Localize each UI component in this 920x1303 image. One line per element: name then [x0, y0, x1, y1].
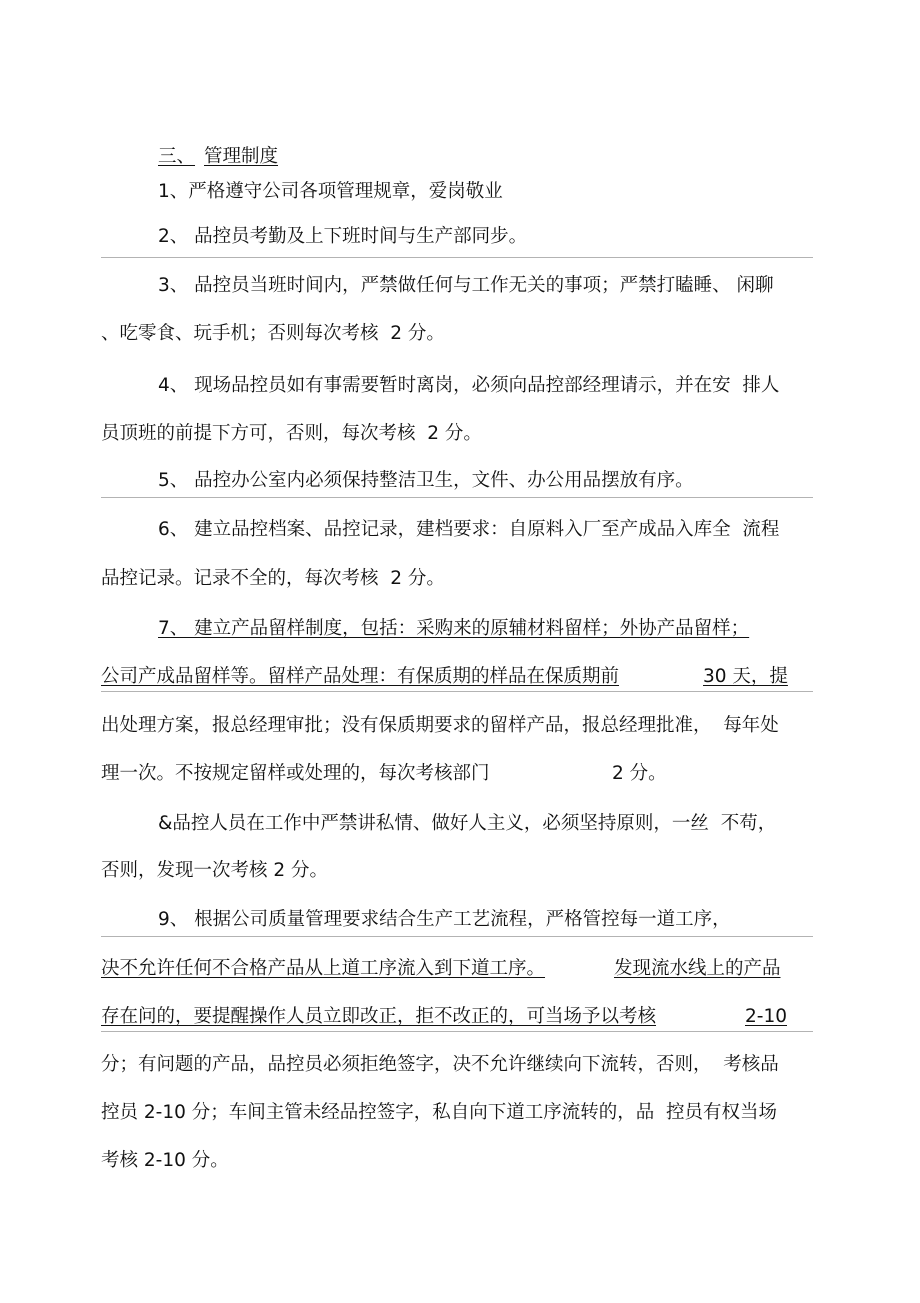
separator-line [101, 1031, 813, 1032]
rule-9-line-5: 控员 2-10 分；车间主管未经品控签字，私自向下道工序流转的，品 控员有权当场 [101, 1102, 778, 1123]
separator-line [101, 936, 813, 937]
rule-7-line-1: 7、 建立产品留样制度，包括：采购来的原辅材料留样；外协产品留样； [158, 618, 750, 639]
rule-9-line-4: 分；有问题的产品，品控员必须拒绝签字，决不允许继续向下流转，否则， 考核品 [101, 1054, 779, 1075]
rule-1: 1、严格遵守公司各项管理规章，爱岗敬业 [158, 181, 503, 202]
rule-4-line-1: 4、 现场品控员如有事需要暂时离岗，必须向品控部经理请示，并在安 排人 [158, 375, 780, 396]
section-title: 管理制度 [204, 146, 279, 167]
rule-3-line-1: 3、 品控员当班时间内，严禁做任何与工作无关的事项；严禁打瞌睡、 闲聊 [158, 275, 774, 296]
rule-9-line-3: 存在问的，要提醒操作人员立即改正，拒不改正的，可当场予以考核 [101, 1006, 657, 1027]
rule-2: 2、 品控员考勤及上下班时间与生产部同步。 [158, 226, 528, 247]
section-number: 三、 [158, 146, 196, 167]
rule-7-line-4: 理一次。不按规定留样或处理的，每次考核部门 [101, 763, 490, 784]
rule-7-line-2: 公司产成品留样等。留样产品处理：有保质期的样品在保质期前 [101, 666, 620, 687]
rule-9-line-6: 考核 2-10 分。 [101, 1150, 229, 1171]
rule-9-line-1: 9、 根据公司质量管理要求结合生产工艺流程，严格管控每一道工序， [158, 909, 731, 930]
separator-line [101, 257, 813, 258]
rule-9-line-2-end: 发现流水线上的产品 [614, 958, 781, 979]
rule-8-line-1: &品控人员在工作中严禁讲私情、做好人主义，必须坚持原则，一丝 不苟， [158, 813, 777, 834]
separator-line [101, 497, 813, 498]
rule-9-line-2: 决不允许任何不合格产品从上道工序流入到下道工序。 [101, 958, 546, 979]
rule-5: 5、 品控办公室内必须保持整洁卫生，文件、办公用品摆放有序。 [158, 470, 694, 491]
separator-line [101, 691, 813, 692]
rule-3-line-2: 、吃零食、玩手机；否则每次考核 2 分。 [101, 323, 445, 344]
rule-7-line-2-end: 30 天，提 [703, 666, 788, 687]
rule-8-line-2: 否则，发现一次考核 2 分。 [101, 860, 329, 881]
rule-9-line-3-end: 2-10 [745, 1006, 787, 1027]
rule-7-line-3: 出处理方案，报总经理审批；没有保质期要求的留样产品，报总经理批准， 每年处 [101, 715, 779, 736]
rule-4-line-2: 员顶班的前提下方可，否则，每次考核 2 分。 [101, 423, 482, 444]
rule-6-line-2: 品控记录。记录不全的，每次考核 2 分。 [101, 568, 445, 589]
rule-7-line-4-end: 2 分。 [612, 763, 667, 784]
rule-6-line-1: 6、 建立品控档案、品控记录，建档要求：自原料入厂至产成品入库全 流程 [158, 519, 780, 540]
